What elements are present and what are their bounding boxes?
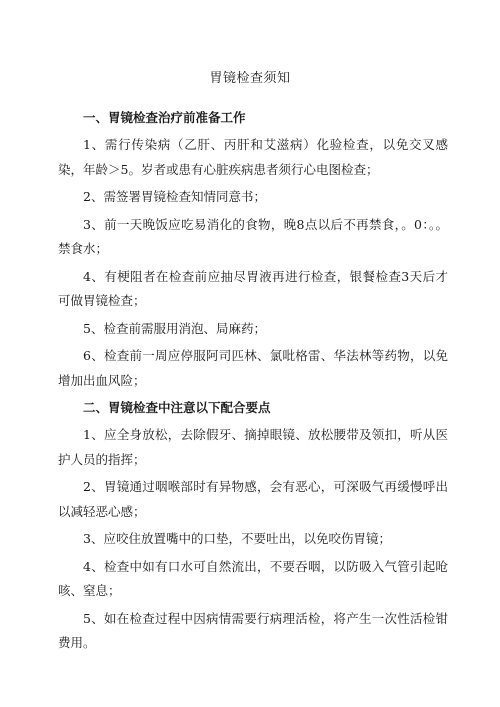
prep-item-3: 3、前一天晚饭应吃易消化的食物，晚8点以后不再禁食，。0：。。禁食水； — [58, 216, 448, 256]
coop-item-5: 5、如在检查过程中因病情需要行病理活检，将产生一次性活检钳费用。 — [58, 610, 448, 650]
prep-item-1: 1、需行传染病（乙肝、丙肝和艾滋病）化验检查，以免交叉感染，年龄＞5。岁者或患有心脏疾病患者须行心电图检查； — [58, 137, 448, 177]
prep-item-2: 2、需签署胃镜检查知情同意书； — [83, 189, 266, 204]
prep-item-6: 6、检查前一周应停服阿司匹林、氯吡格雷、华法林等药物，以免增加出血风险； — [58, 348, 448, 388]
prep-item-5: 5、检查前需服用消泡、局麻药； — [83, 320, 266, 336]
prep-item-4: 4、有梗阻者在检查前应抽尽胃液再进行检查，银餐检查3天后才可做胃镜检查； — [58, 268, 448, 308]
coop-item-3: 3、应咬住放置嘴中的口垫，不要吐出，以免咬伤胃镜； — [83, 531, 391, 546]
coop-item-4: 4、检查中如有口水可自然流出，不要吞咽，以防吸入气管引起呛咳、窒息； — [58, 558, 448, 598]
section-heading-cooperation: 二、胃镜检查中注意以下配合要点 — [83, 400, 271, 415]
document-title: 胃镜检查须知 — [209, 71, 291, 86]
section-heading-preparation: 一、胃镜检查治疗前准备工作 — [83, 110, 246, 125]
coop-item-2: 2、胃镜通过咽喉部时有异物感，会有恶心，可深吸气再缓慢呼出以减轻恶心感； — [58, 479, 448, 519]
coop-item-1: 1、应全身放松，去除假牙、摘掉眼镜、放松腰带及领扣，听从医护人员的指挥； — [58, 427, 448, 467]
document-body — [58, 106, 448, 659]
